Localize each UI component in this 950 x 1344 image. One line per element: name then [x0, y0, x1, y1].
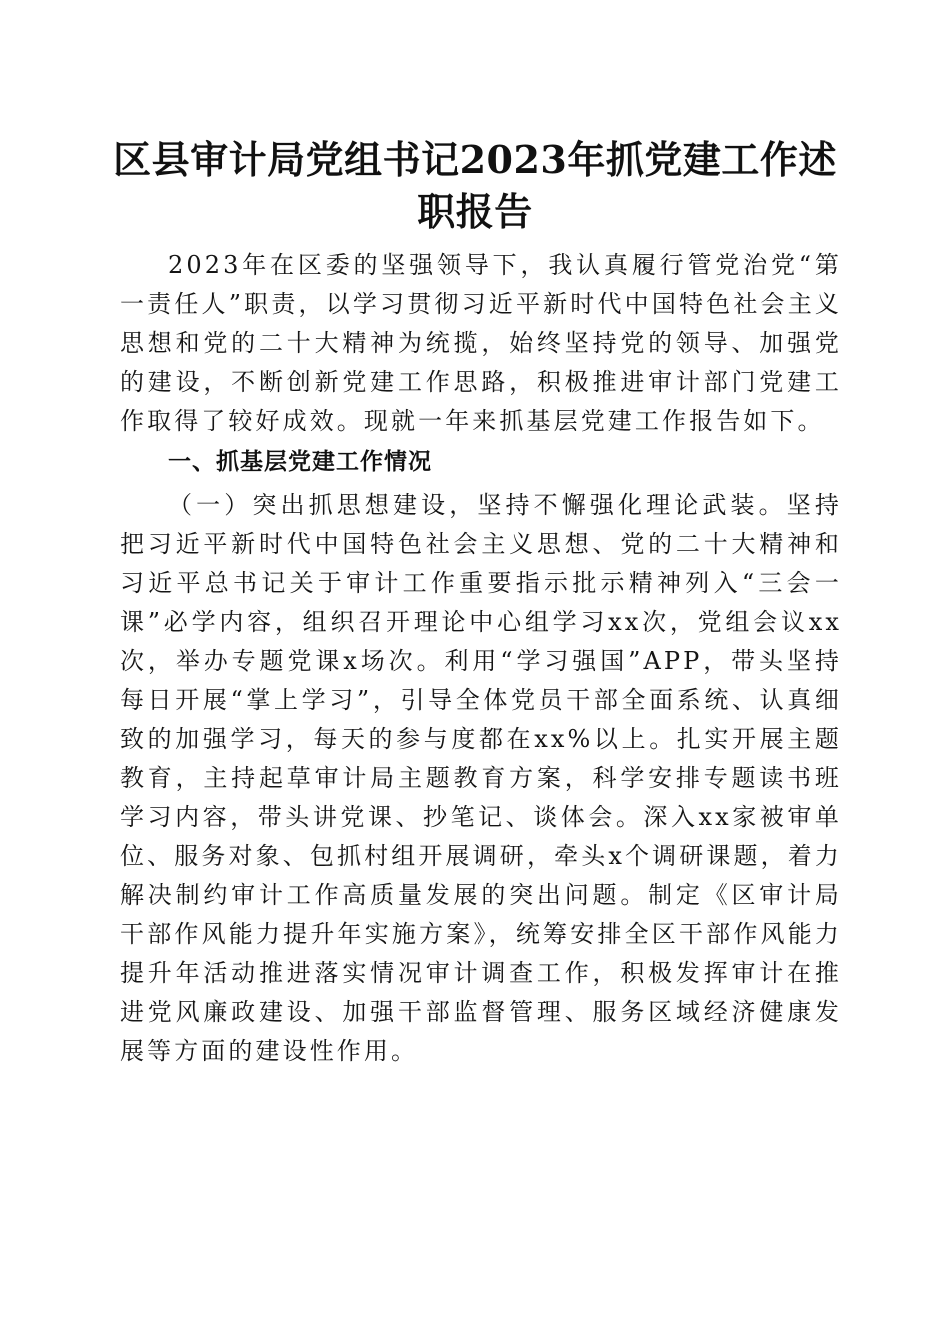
- section-paragraph: （一）突出抓思想建设，坚持不懈强化理论武装。坚持把习近平新时代中国特色社会主义思想、党的二十大精神和习近平总书记关于审计工作重要指示批示精神列入“三会一课”必学内容，组织召开理论中心组学习xx次，党组会议xx次，举办专题党课x场次。利用“学习强国”APP，带头坚持每日开展“掌上学习”，引导全体党员干部全面系统、认真细致的加强学习，每天的参与度都在xx%以上。扎实开展主题教育，主持起草审计局主题教育方案，科学安排专题读书班学习内容，带头讲党课、抄笔记、谈体会。深入xx家被审单位、服务对象、包抓村组开展调研，牵头x个调研课题，着力解决制约审计工作高质量发展的突出问题。制定《区审计局干部作风能力提升年实施方案》，统筹安排全区干部作风能力提升年活动推进落实情况审计调查工作，积极发挥审计在推进党风廉政建设、加强干部监督管理、服务区域经济健康发展等方面的建设性作用。: [120, 491, 842, 1065]
- document-title: 区县审计局党组书记2023年抓党建工作述职报告: [113, 137, 837, 234]
- document-body: [120, 246, 842, 1071]
- intro-paragraph: 2023年在区委的坚强领导下，我认真履行管党治党“第一责任人”职责，以学习贯彻习近平新时代中国特色社会主义思想和党的二十大精神为统揽，始终坚持党的领导、加强党的建设，不断创新党建工作思路，积极推进审计部门党建工作取得了较好成效。现就一年来抓基层党建工作报告如下。: [120, 251, 842, 435]
- section-heading: 一、抓基层党建工作情况: [168, 449, 432, 475]
